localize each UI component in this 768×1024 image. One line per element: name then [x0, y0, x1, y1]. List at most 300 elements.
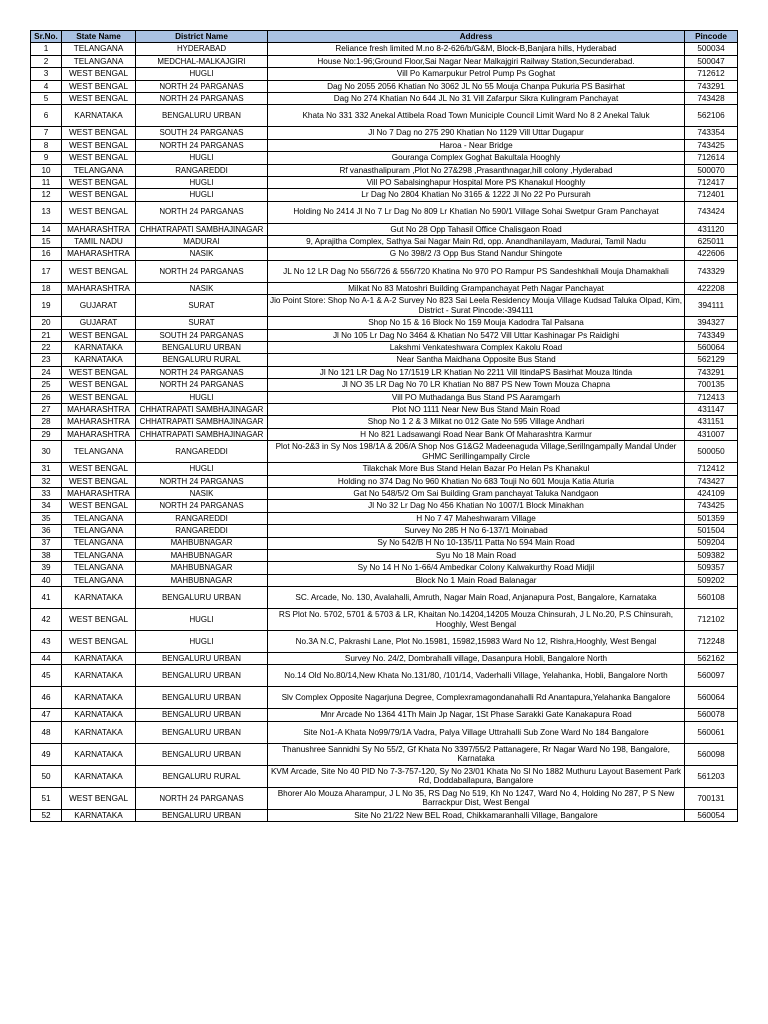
cell-state-name: KARNATAKA: [62, 105, 136, 127]
cell-state-name: WEST BENGAL: [62, 366, 136, 378]
cell-state-name: WEST BENGAL: [62, 609, 136, 631]
cell-district-name: BENGALURU URBAN: [136, 709, 268, 721]
cell-address: Slv Complex Opposite Nagarjuna Degree, Complexramagondanahalli Rd Anantapura,Yelahanka Bangalore: [268, 687, 685, 709]
cell-address: Survey No. 24/2, Dombrahalli village, Dasanpura Hobli, Bangalore North: [268, 653, 685, 665]
cell-address: Shop No 15 & 16 Block No 159 Mouja Kadodra Tal Palsana: [268, 317, 685, 329]
table-body: [31, 43, 738, 822]
cell-address: Sy No 542/B H No 10-135/11 Patta No 594 Main Road: [268, 537, 685, 549]
cell-sr-no: 13: [31, 201, 62, 223]
table-row: [31, 609, 738, 631]
cell-pincode: 560097: [685, 665, 738, 687]
table-row: [31, 765, 738, 787]
cell-sr-no: 5: [31, 92, 62, 104]
table-row: [31, 80, 738, 92]
cell-sr-no: 40: [31, 574, 62, 586]
cell-state-name: GUJARAT: [62, 317, 136, 329]
table-row: [31, 549, 738, 561]
table-row: [31, 295, 738, 317]
cell-state-name: WEST BENGAL: [62, 260, 136, 282]
cell-sr-no: 48: [31, 721, 62, 743]
cell-district-name: BENGALURU URBAN: [136, 653, 268, 665]
cell-district-name: BENGALURU URBAN: [136, 809, 268, 821]
cell-district-name: HUGLI: [136, 189, 268, 201]
table-row: [31, 342, 738, 354]
cell-district-name: NORTH 24 PARGANAS: [136, 379, 268, 391]
cell-address: Sy No 14 H No 1-66/4 Ambedkar Colony Kalwakurthy Road Midjil: [268, 562, 685, 574]
cell-district-name: HUGLI: [136, 68, 268, 80]
cell-pincode: 562162: [685, 653, 738, 665]
cell-district-name: SOUTH 24 PARGANAS: [136, 329, 268, 341]
cell-district-name: BENGALURU URBAN: [136, 721, 268, 743]
cell-pincode: 560064: [685, 342, 738, 354]
cell-district-name: BENGALURU URBAN: [136, 342, 268, 354]
cell-state-name: WEST BENGAL: [62, 463, 136, 475]
cell-pincode: 509357: [685, 562, 738, 574]
cell-pincode: 743354: [685, 127, 738, 139]
table-row: [31, 787, 738, 809]
cell-state-name: TELANGANA: [62, 525, 136, 537]
table-row: [31, 403, 738, 415]
cell-pincode: 562129: [685, 354, 738, 366]
cell-state-name: MAHARASHTRA: [62, 416, 136, 428]
cell-pincode: 431007: [685, 428, 738, 440]
cell-sr-no: 26: [31, 391, 62, 403]
cell-district-name: NORTH 24 PARGANAS: [136, 80, 268, 92]
cell-sr-no: 3: [31, 68, 62, 80]
cell-address: No.14 Old No.80/14,New Khata No.131/80, /101/14, Vaderhalli Village, Yelahanka, Hobli, Bangalore North: [268, 665, 685, 687]
table-row: [31, 463, 738, 475]
table-row: [31, 416, 738, 428]
cell-sr-no: 17: [31, 260, 62, 282]
table-row: [31, 223, 738, 235]
cell-state-name: MAHARASHTRA: [62, 223, 136, 235]
cell-sr-no: 6: [31, 105, 62, 127]
cell-pincode: 700131: [685, 787, 738, 809]
cell-address: Syu No 18 Main Road: [268, 549, 685, 561]
cell-sr-no: 22: [31, 342, 62, 354]
table-row: [31, 721, 738, 743]
cell-sr-no: 35: [31, 512, 62, 524]
cell-sr-no: 16: [31, 248, 62, 260]
cell-sr-no: 31: [31, 463, 62, 475]
cell-district-name: MAHBUBNAGAR: [136, 549, 268, 561]
cell-address: KVM Arcade, Site No 40 PID No 7-3-757-120, Sy No 23/01 Khata No Sl No 1882 Muthuru Layout Basement Park Rd, Doddaballapura, Bangalore: [268, 765, 685, 787]
cell-state-name: WEST BENGAL: [62, 329, 136, 341]
cell-district-name: MADURAI: [136, 236, 268, 248]
cell-district-name: CHHATRAPATI SAMBHAJINAGAR: [136, 223, 268, 235]
table-row: [31, 441, 738, 463]
cell-sr-no: 46: [31, 687, 62, 709]
table-row: [31, 152, 738, 164]
cell-pincode: 394327: [685, 317, 738, 329]
cell-district-name: BENGALURU URBAN: [136, 587, 268, 609]
cell-state-name: WEST BENGAL: [62, 127, 136, 139]
cell-state-name: TELANGANA: [62, 562, 136, 574]
cell-address: RS Plot No. 5702, 5701 & 5703 & LR, Khaitan No.14204,14205 Mouza Chinsurah, J L No.20, P.S Chinsurah, Hooghly, West Bengal: [268, 609, 685, 631]
cell-sr-no: 41: [31, 587, 62, 609]
cell-state-name: KARNATAKA: [62, 721, 136, 743]
cell-district-name: SURAT: [136, 317, 268, 329]
cell-sr-no: 45: [31, 665, 62, 687]
cell-address: House No:1-96;Ground Floor,Sai Nagar Near Malkajgiri Railway Station,Secunderabad.: [268, 55, 685, 67]
cell-pincode: 743291: [685, 80, 738, 92]
table-row: [31, 176, 738, 188]
cell-address: Jl No 105 Lr Dag No 3464 & Khatian No 5472 Vill Uttar Kashinagar Ps Raidighi: [268, 329, 685, 341]
cell-address: Gouranga Complex Goghat Bakultala Hooghly: [268, 152, 685, 164]
cell-address: Jl No 7 Dag no 275 290 Khatian No 1129 Vill Uttar Dugapur: [268, 127, 685, 139]
cell-pincode: 712248: [685, 631, 738, 653]
cell-pincode: 743427: [685, 475, 738, 487]
cell-pincode: 500050: [685, 441, 738, 463]
cell-address: Bhorer Alo Mouza Aharampur, J L No 35, RS Dag No 519, Kh No 1247, Ward No 4, Holding No 287, P S New Barrackpur Dist, West Bengal: [268, 787, 685, 809]
table-row: [31, 248, 738, 260]
cell-address: Dag No 2055 2056 Khatian No 3062 JL No 55 Mouja Chanpa Pukuria PS Basirhat: [268, 80, 685, 92]
cell-pincode: 712412: [685, 463, 738, 475]
cell-state-name: WEST BENGAL: [62, 201, 136, 223]
cell-pincode: 424109: [685, 487, 738, 499]
table-row: [31, 525, 738, 537]
table-row: [31, 366, 738, 378]
cell-state-name: WEST BENGAL: [62, 176, 136, 188]
table-row: [31, 631, 738, 653]
cell-address: Lakshmi Venkateshwara Complex Kakolu Road: [268, 342, 685, 354]
table-row: [31, 574, 738, 586]
cell-state-name: KARNATAKA: [62, 809, 136, 821]
table-row: [31, 379, 738, 391]
cell-district-name: NORTH 24 PARGANAS: [136, 201, 268, 223]
table-row: [31, 743, 738, 765]
cell-sr-no: 44: [31, 653, 62, 665]
table-row: [31, 201, 738, 223]
table-row: [31, 260, 738, 282]
cell-state-name: WEST BENGAL: [62, 152, 136, 164]
cell-state-name: MAHARASHTRA: [62, 248, 136, 260]
cell-pincode: 500070: [685, 164, 738, 176]
cell-pincode: 422606: [685, 248, 738, 260]
cell-district-name: BENGALURU URBAN: [136, 687, 268, 709]
cell-district-name: RANGAREDDI: [136, 441, 268, 463]
cell-address: H No 7 47 Maheshwaram Village: [268, 512, 685, 524]
cell-address: Holding no 374 Dag No 960 Khatian No 683 Touji No 601 Mouja Katia Aturia: [268, 475, 685, 487]
cell-state-name: WEST BENGAL: [62, 391, 136, 403]
cell-sr-no: 34: [31, 500, 62, 512]
header-address: Address: [268, 31, 685, 43]
cell-sr-no: 47: [31, 709, 62, 721]
cell-sr-no: 37: [31, 537, 62, 549]
table-row: [31, 236, 738, 248]
cell-address: Gat No 548/5/2 Om Sai Building Gram panchayat Taluka Nandgaon: [268, 487, 685, 499]
cell-state-name: KARNATAKA: [62, 342, 136, 354]
cell-pincode: 712102: [685, 609, 738, 631]
cell-state-name: MAHARASHTRA: [62, 282, 136, 294]
cell-sr-no: 43: [31, 631, 62, 653]
cell-district-name: NORTH 24 PARGANAS: [136, 475, 268, 487]
cell-address: Vill PO Muthadanga Bus Stand PS Aaramgarh: [268, 391, 685, 403]
cell-pincode: 394111: [685, 295, 738, 317]
cell-district-name: MAHBUBNAGAR: [136, 574, 268, 586]
table-row: [31, 653, 738, 665]
header-district-name: District Name: [136, 31, 268, 43]
header-row: [31, 31, 738, 43]
cell-sr-no: 10: [31, 164, 62, 176]
cell-pincode: 743424: [685, 201, 738, 223]
cell-address: Vill Po Kamarpukur Petrol Pump Ps Goghat: [268, 68, 685, 80]
cell-district-name: RANGAREDDI: [136, 512, 268, 524]
cell-state-name: TELANGANA: [62, 549, 136, 561]
cell-address: 9, Aprajitha Complex, Sathya Sai Nagar Main Rd, opp. Anandhanilayam, Madurai, Tamil Nadu: [268, 236, 685, 248]
cell-address: Plot NO 1111 Near New Bus Stand Main Road: [268, 403, 685, 415]
table-row: [31, 329, 738, 341]
cell-address: Survey No 285 H No 6-137/1 Moinabad: [268, 525, 685, 537]
cell-address: Mnr Arcade No 1364 41Th Main Jp Nagar, 1St Phase Sarakki Gate Kanakapura Road: [268, 709, 685, 721]
cell-address: Haroa - Near Bridge: [268, 139, 685, 151]
table-row: [31, 354, 738, 366]
header-state-name: State Name: [62, 31, 136, 43]
cell-pincode: 509202: [685, 574, 738, 586]
cell-sr-no: 24: [31, 366, 62, 378]
cell-district-name: NASIK: [136, 248, 268, 260]
cell-pincode: 712417: [685, 176, 738, 188]
table-row: [31, 164, 738, 176]
cell-state-name: WEST BENGAL: [62, 500, 136, 512]
cell-address: Thanushree Sannidhi Sy No 55/2, Gf Khata No 3397/55/2 Pattanagere, Rr Nagar Ward No 198, Bangalore, Karnataka: [268, 743, 685, 765]
cell-address: Rf vanasthalipuram ,Plot No 27&298 ,Prasanthnagar,hill colony ,Hyderabad: [268, 164, 685, 176]
cell-district-name: NASIK: [136, 282, 268, 294]
cell-state-name: WEST BENGAL: [62, 68, 136, 80]
cell-pincode: 712401: [685, 189, 738, 201]
cell-district-name: BENGALURU URBAN: [136, 105, 268, 127]
table-row: [31, 809, 738, 821]
cell-address: Jio Point Store: Shop No A-1 & A-2 Survey No 823 Sai Leela Residency Mouja Village Kudsad Taluka Olpad, Kim, District - Surat Pincode:-394111: [268, 295, 685, 317]
cell-district-name: NORTH 24 PARGANAS: [136, 139, 268, 151]
table-row: [31, 92, 738, 104]
table-row: [31, 189, 738, 201]
cell-sr-no: 39: [31, 562, 62, 574]
cell-state-name: WEST BENGAL: [62, 80, 136, 92]
cell-pincode: 561203: [685, 765, 738, 787]
cell-district-name: CHHATRAPATI SAMBHAJINAGAR: [136, 416, 268, 428]
cell-state-name: MAHARASHTRA: [62, 403, 136, 415]
cell-address: Block No 1 Main Road Balanagar: [268, 574, 685, 586]
cell-state-name: KARNATAKA: [62, 765, 136, 787]
cell-sr-no: 52: [31, 809, 62, 821]
cell-district-name: CHHATRAPATI SAMBHAJINAGAR: [136, 428, 268, 440]
cell-pincode: 743349: [685, 329, 738, 341]
cell-district-name: HUGLI: [136, 152, 268, 164]
cell-pincode: 712614: [685, 152, 738, 164]
cell-sr-no: 15: [31, 236, 62, 248]
cell-pincode: 562106: [685, 105, 738, 127]
cell-address: Milkat No 83 Matoshri Building Grampanchayat Peth Nagar Panchayat: [268, 282, 685, 294]
cell-state-name: KARNATAKA: [62, 653, 136, 665]
cell-state-name: GUJARAT: [62, 295, 136, 317]
cell-state-name: MAHARASHTRA: [62, 487, 136, 499]
cell-sr-no: 27: [31, 403, 62, 415]
cell-state-name: KARNATAKA: [62, 687, 136, 709]
cell-state-name: WEST BENGAL: [62, 139, 136, 151]
store-address-table: [30, 30, 738, 822]
cell-district-name: HUGLI: [136, 631, 268, 653]
cell-pincode: 560098: [685, 743, 738, 765]
cell-address: Plot No-2&3 in Sy Nos 198/1A & 206/A Shop Nos G1&G2 Madeenaguda Village,Serillngampally Mandal Under GHMC Serillingampally Circle: [268, 441, 685, 463]
cell-state-name: KARNATAKA: [62, 587, 136, 609]
table-row: [31, 428, 738, 440]
cell-sr-no: 50: [31, 765, 62, 787]
cell-sr-no: 32: [31, 475, 62, 487]
cell-state-name: WEST BENGAL: [62, 631, 136, 653]
cell-district-name: CHHATRAPATI SAMBHAJINAGAR: [136, 403, 268, 415]
table-row: [31, 317, 738, 329]
cell-pincode: 712612: [685, 68, 738, 80]
cell-sr-no: 42: [31, 609, 62, 631]
table-row: [31, 665, 738, 687]
cell-address: Tilakchak More Bus Stand Helan Bazar Po Helan Ps Khanakul: [268, 463, 685, 475]
cell-district-name: HUGLI: [136, 609, 268, 631]
table-row: [31, 587, 738, 609]
cell-state-name: TELANGANA: [62, 164, 136, 176]
cell-state-name: WEST BENGAL: [62, 379, 136, 391]
cell-sr-no: 23: [31, 354, 62, 366]
cell-pincode: 500047: [685, 55, 738, 67]
cell-address: SC. Arcade, No. 130, Avalahalli, Amruth, Nagar Main Road, Anjanapura Post, Bangalore, Karnataka: [268, 587, 685, 609]
cell-pincode: 509382: [685, 549, 738, 561]
cell-address: Jl NO 35 LR Dag No 70 LR Khatian No 887 PS New Town Mouza Chapna: [268, 379, 685, 391]
cell-address: Jl No 32 Lr Dag No 456 Khatian No 1007/1 Block Minakhan: [268, 500, 685, 512]
table-row: [31, 562, 738, 574]
cell-state-name: WEST BENGAL: [62, 189, 136, 201]
cell-address: Khata No 331 332 Anekal Attibela Road Town Municiple Council Limit Ward No 8 2 Anekal Taluk: [268, 105, 685, 127]
cell-address: H No 821 Ladsawangi Road Near Bank Of Maharashtra Karmur: [268, 428, 685, 440]
cell-sr-no: 4: [31, 80, 62, 92]
cell-sr-no: 12: [31, 189, 62, 201]
cell-district-name: SOUTH 24 PARGANAS: [136, 127, 268, 139]
cell-district-name: BENGALURU RURAL: [136, 765, 268, 787]
cell-address: Reliance fresh limited M.no 8-2-626/b/G&M, Block-B,Banjara hills, Hyderabad: [268, 43, 685, 55]
cell-sr-no: 28: [31, 416, 62, 428]
cell-address: Shop No 1 2 & 3 Milkat no 012 Gate No 595 Village Andhari: [268, 416, 685, 428]
cell-address: Near Santha Maidhana Opposite Bus Stand: [268, 354, 685, 366]
cell-district-name: BENGALURU RURAL: [136, 354, 268, 366]
header-pincode: Pincode: [685, 31, 738, 43]
cell-state-name: KARNATAKA: [62, 743, 136, 765]
cell-address: JL No 12 LR Dag No 556/726 & 556/720 Khatina No 970 PO Rampur PS Sandeshkhali Mouja Dhamakhali: [268, 260, 685, 282]
cell-state-name: WEST BENGAL: [62, 92, 136, 104]
table-row: [31, 105, 738, 127]
table-row: [31, 500, 738, 512]
cell-address: Site No1-A Khata No99/79/1A Vadra, Palya Village Uttrahalli Sub Zone Ward No 184 Bangalore: [268, 721, 685, 743]
cell-address: Lr Dag No 2804 Khatian No 3165 & 1222 Jl No 22 Po Pursurah: [268, 189, 685, 201]
cell-state-name: KARNATAKA: [62, 354, 136, 366]
cell-state-name: MAHARASHTRA: [62, 428, 136, 440]
table-row: [31, 709, 738, 721]
table-row: [31, 687, 738, 709]
cell-address: Jl No 121 LR Dag No 17/1519 LR Khatian No 2211 Vill ItindaPS Basirhat Mouza Itinda: [268, 366, 685, 378]
cell-district-name: HUGLI: [136, 463, 268, 475]
cell-address: Dag No 274 Khatian No 644 JL No 31 Vill Zafarpur Sikra Kulingram Panchayat: [268, 92, 685, 104]
cell-sr-no: 38: [31, 549, 62, 561]
cell-state-name: TELANGANA: [62, 55, 136, 67]
cell-address: Holding No 2414 Jl No 7 Lr Dag No 809 Lr Khatian No 590/1 Village Sohai Swetpur Gram Panchayat: [268, 201, 685, 223]
cell-pincode: 743425: [685, 500, 738, 512]
cell-district-name: RANGAREDDI: [136, 164, 268, 176]
table-row: [31, 282, 738, 294]
cell-state-name: TAMIL NADU: [62, 236, 136, 248]
cell-district-name: MAHBUBNAGAR: [136, 562, 268, 574]
table-row: [31, 55, 738, 67]
cell-address: G No 398/2 /3 Opp Bus Stand Nandur Shingote: [268, 248, 685, 260]
cell-pincode: 431120: [685, 223, 738, 235]
cell-sr-no: 25: [31, 379, 62, 391]
cell-district-name: NORTH 24 PARGANAS: [136, 366, 268, 378]
table-row: [31, 68, 738, 80]
cell-state-name: WEST BENGAL: [62, 787, 136, 809]
cell-address: Vill PO Sabalsinghapur Hospital More PS Khanakul Hooghly: [268, 176, 685, 188]
cell-district-name: RANGAREDDI: [136, 525, 268, 537]
cell-state-name: KARNATAKA: [62, 665, 136, 687]
table-row: [31, 537, 738, 549]
cell-state-name: KARNATAKA: [62, 709, 136, 721]
cell-pincode: 501359: [685, 512, 738, 524]
header-sr-no: Sr.No.: [31, 31, 62, 43]
cell-pincode: 431151: [685, 416, 738, 428]
cell-state-name: TELANGANA: [62, 537, 136, 549]
cell-sr-no: 9: [31, 152, 62, 164]
cell-pincode: 500034: [685, 43, 738, 55]
cell-pincode: 560061: [685, 721, 738, 743]
cell-pincode: 712413: [685, 391, 738, 403]
cell-pincode: 743291: [685, 366, 738, 378]
cell-district-name: MAHBUBNAGAR: [136, 537, 268, 549]
cell-sr-no: 8: [31, 139, 62, 151]
cell-sr-no: 51: [31, 787, 62, 809]
cell-state-name: TELANGANA: [62, 512, 136, 524]
cell-district-name: NORTH 24 PARGANAS: [136, 500, 268, 512]
cell-pincode: 560064: [685, 687, 738, 709]
cell-pincode: 509204: [685, 537, 738, 549]
cell-district-name: NORTH 24 PARGANAS: [136, 787, 268, 809]
cell-sr-no: 20: [31, 317, 62, 329]
cell-state-name: TELANGANA: [62, 43, 136, 55]
table-row: [31, 487, 738, 499]
cell-pincode: 560078: [685, 709, 738, 721]
cell-district-name: NASIK: [136, 487, 268, 499]
cell-district-name: SURAT: [136, 295, 268, 317]
cell-sr-no: 11: [31, 176, 62, 188]
cell-address: Site No 21/22 New BEL Road, Chikkamaranhalli Village, Bangalore: [268, 809, 685, 821]
cell-address: No.3A N.C, Pakrashi Lane, Plot No.15981, 15982,15983 Ward No 12, Rishra,Hooghly, West Bengal: [268, 631, 685, 653]
cell-pincode: 700135: [685, 379, 738, 391]
cell-sr-no: 7: [31, 127, 62, 139]
cell-sr-no: 29: [31, 428, 62, 440]
cell-sr-no: 18: [31, 282, 62, 294]
table-row: [31, 512, 738, 524]
table-row: [31, 391, 738, 403]
cell-district-name: HUGLI: [136, 176, 268, 188]
cell-pincode: 743425: [685, 139, 738, 151]
cell-sr-no: 36: [31, 525, 62, 537]
cell-sr-no: 14: [31, 223, 62, 235]
cell-pincode: 501504: [685, 525, 738, 537]
cell-pincode: 560108: [685, 587, 738, 609]
cell-sr-no: 1: [31, 43, 62, 55]
cell-address: Gut No 28 Opp Tahasil Office Chalisgaon Road: [268, 223, 685, 235]
table-row: [31, 139, 738, 151]
cell-sr-no: 49: [31, 743, 62, 765]
cell-district-name: BENGALURU URBAN: [136, 665, 268, 687]
cell-sr-no: 33: [31, 487, 62, 499]
cell-sr-no: 19: [31, 295, 62, 317]
cell-pincode: 431147: [685, 403, 738, 415]
